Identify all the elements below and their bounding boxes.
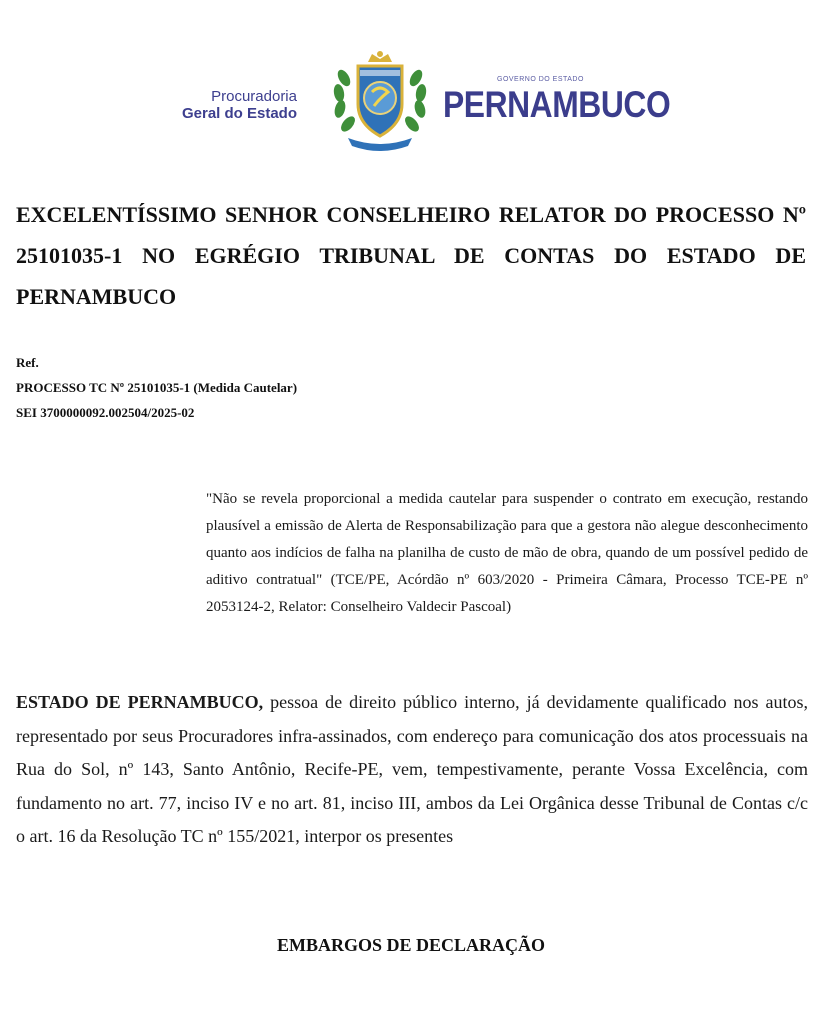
body-paragraph <box>16 686 808 854</box>
section-heading: EMBARGOS DE DECLARAÇÃO <box>276 935 546 955</box>
coat-of-arms-icon <box>330 48 430 152</box>
pge-line-2: Geral do Estado <box>181 105 297 122</box>
reference-block <box>16 350 297 425</box>
body-text: pessoa de direito público interno, já devidamente qualificado nos autos, representado por seus Procuradores infra-assinados, com endereço para comunicação dos atos processuais na Rua do Sol, nº 143, Santo Antônio, Recife-PE, vem, tempestivamente, perante Vossa Excelência, com fundamento no art. 77, inciso IV e no art. 81, inciso III, ambos da Lei Orgânica desse Tribunal de Contas c/c o art. 16 da Resolução TC nº 155/2021, interpor os presentes <box>16 692 809 847</box>
pge-logo-text <box>182 88 297 122</box>
epigraph-quote: "Não se revela proporcional a medida cautelar para suspender o contrato em execução, restando plausível a emissão de Alerta de Responsabilização para que a gestora não alegue desconhecimento quanto aos indícios de falha na planilha de custo de mão de obra, quando de um possível pedido de aditivo contratual" (TCE/PE, Acórdão nº 603/2020 - Primeira Câmara, Processo TCE-PE nº 2053124-2, Relator: Conselheiro Valdecir Pascoal) <box>206 491 808 615</box>
document-title: EXCELENTÍSSIMO SENHOR CONSELHEIRO RELATOR DO PROCESSO Nº 25101035-1 NO EGRÉGIO TRIBUNAL DE CONTAS DO ESTADO DE PERNAMBUCO <box>16 202 806 309</box>
ref-sei: SEI 3700000092.002504/2025-02 <box>16 405 195 420</box>
pernambuco-logo-text: PERNAMBUCO <box>443 84 671 125</box>
pge-line-1: Procuradoria <box>211 88 297 105</box>
body-lead: ESTADO DE PERNAMBUCO, <box>16 692 264 712</box>
gov-label-small: GOVERNO DO ESTADO <box>497 76 584 83</box>
letterhead <box>0 48 822 158</box>
ref-processo: PROCESSO TC Nº 25101035-1 (Medida Cautelar) <box>16 380 298 395</box>
ref-label: Ref. <box>16 355 39 370</box>
